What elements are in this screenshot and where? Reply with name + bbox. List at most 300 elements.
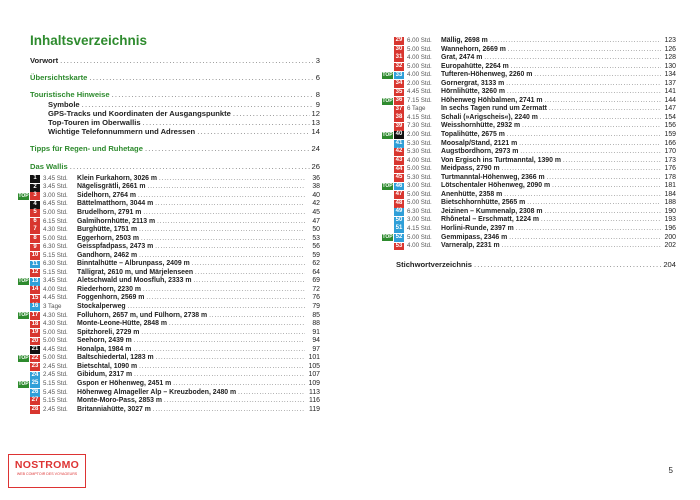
route-name: Galmihornhütte, 2113 m: [77, 217, 156, 225]
leader-dots: [139, 363, 305, 372]
route-duration: 4.00 Std.: [43, 285, 68, 293]
route-page: 123: [664, 37, 676, 44]
route-page: 128: [664, 54, 676, 62]
route-number: 24: [31, 371, 39, 378]
route-entry[interactable]: [18, 183, 320, 192]
route-entry[interactable]: [18, 354, 320, 363]
route-number: 31: [395, 54, 403, 61]
route-number: 9: [30, 244, 40, 252]
route-entry[interactable]: [382, 148, 676, 157]
route-entry[interactable]: [18, 371, 320, 380]
route-page: 76: [312, 294, 320, 302]
toc-section[interactable]: [30, 127, 320, 136]
top-badge: [18, 389, 29, 396]
route-duration: 5.00 Std.: [407, 165, 432, 173]
leader-dots: [195, 269, 305, 278]
route-entry[interactable]: [18, 209, 320, 218]
leader-dots: [143, 286, 305, 295]
route-duration: 6.00 Std.: [407, 37, 432, 44]
toc-section[interactable]: [30, 109, 320, 118]
route-duration: 5.00 Std.: [407, 62, 432, 70]
section-label: Top-Touren im Oberwallis: [48, 118, 141, 128]
route-duration: 5.30 Std.: [407, 139, 432, 147]
top-badge: [18, 295, 29, 302]
leader-dots: [146, 294, 305, 303]
leader-dots: [70, 162, 310, 171]
route-name: Foggenhorn, 2569 m: [77, 294, 145, 302]
toc-section[interactable]: [30, 144, 320, 153]
route-entry[interactable]: [18, 337, 320, 346]
route-duration: 5.15 Std.: [43, 268, 68, 276]
route-page: 126: [664, 45, 676, 53]
route-duration: 4.15 Std.: [407, 225, 432, 233]
section-page: 3: [315, 56, 320, 65]
route-entry[interactable]: [382, 71, 676, 80]
route-duration: 5.30 Std.: [407, 148, 432, 156]
toc-section[interactable]: [30, 90, 320, 99]
route-list-right: [382, 37, 676, 251]
route-duration: 3.45 Std.: [43, 174, 68, 182]
route-name: Aletschwald und Moosfluh, 2333 m: [77, 277, 192, 285]
leader-dots: [139, 226, 305, 235]
route-name: Varneralp, 2231 m: [441, 242, 500, 250]
leader-dots: [139, 252, 305, 261]
leader-dots: [157, 218, 305, 227]
route-page: 45: [312, 209, 320, 217]
route-entry[interactable]: [382, 174, 676, 183]
top-badge: [18, 347, 29, 354]
section-page: 13: [311, 118, 320, 128]
route-number: 19: [31, 329, 39, 336]
top-badge: [382, 38, 393, 45]
section-page: 9: [315, 99, 320, 109]
route-entry[interactable]: [382, 242, 676, 251]
route-page: 137: [664, 79, 676, 87]
route-page: 147: [664, 105, 676, 113]
route-name: In sechs Tagen rund um Zermatt: [441, 105, 547, 113]
top-badge: [18, 287, 29, 294]
route-name: Binntalhütte – Albrunpass, 2409 m: [77, 260, 190, 268]
route-number: 49: [395, 208, 403, 215]
route-duration: 4.45 Std.: [407, 88, 432, 96]
route-number: 1: [30, 175, 40, 183]
route-number: 51: [395, 225, 403, 232]
route-entry[interactable]: [18, 389, 320, 398]
route-name: Gspon er Höhenweg, 2451 m: [77, 379, 172, 387]
leader-dots: [164, 397, 305, 406]
leader-dots: [192, 260, 305, 269]
route-entry[interactable]: [382, 140, 676, 149]
route-page: 53: [312, 234, 320, 242]
top-badge: TOP: [382, 131, 393, 138]
route-duration: 4.00 Std.: [407, 242, 432, 250]
top-badge: [18, 364, 29, 371]
route-page: 134: [664, 71, 676, 79]
route-duration: 2.45 Std.: [43, 371, 68, 379]
route-page: 190: [664, 207, 676, 215]
route-entry[interactable]: [18, 406, 320, 415]
leader-dots: [148, 183, 305, 192]
route-name: Turtmanntal-Höhenweg, 2366 m: [441, 173, 545, 181]
index-label: Stichwortverzeichnis: [396, 259, 472, 269]
route-duration: 3.00 Std.: [43, 191, 68, 199]
toc-section[interactable]: [30, 118, 320, 127]
route-number: 44: [395, 165, 403, 172]
route-page: 200: [664, 233, 676, 241]
route-number: 36: [395, 97, 403, 104]
route-duration: 5.00 Std.: [407, 199, 432, 207]
route-page: 144: [664, 96, 676, 104]
route-name: Sidelhorn, 2764 m: [77, 191, 136, 199]
route-page: 69: [312, 277, 320, 285]
top-badge: [18, 227, 29, 234]
route-number: 25: [31, 380, 39, 387]
route-entry[interactable]: [18, 218, 320, 227]
top-badge: [382, 149, 393, 156]
route-entry[interactable]: [382, 63, 676, 72]
leader-dots: [134, 337, 305, 346]
route-number: 2: [30, 184, 40, 192]
route-number: 21: [31, 346, 39, 353]
top-badge: [18, 244, 29, 251]
route-duration: 5.15 Std.: [43, 379, 68, 387]
route-entry[interactable]: [18, 320, 320, 329]
route-entry[interactable]: [382, 80, 676, 89]
leader-dots: [143, 118, 310, 127]
route-entry[interactable]: [18, 192, 320, 201]
route-duration: 4.15 Std.: [407, 113, 432, 121]
section-page: 26: [311, 161, 320, 171]
page-number: 5: [668, 466, 673, 475]
route-page: 94: [312, 337, 320, 345]
route-duration: 4.30 Std.: [43, 311, 68, 319]
leader-dots: [484, 54, 661, 63]
route-page: 130: [664, 62, 676, 70]
top-badge: TOP: [382, 234, 393, 241]
route-name: Augstbordhorn, 2973 m: [441, 148, 519, 156]
route-number: 46: [395, 182, 403, 189]
leader-dots: [159, 175, 305, 184]
route-page: 36: [312, 174, 320, 182]
leader-dots: [547, 174, 661, 183]
route-entry[interactable]: [382, 199, 676, 208]
route-duration: 4.45 Std.: [43, 294, 68, 302]
route-page: 178: [664, 173, 676, 181]
top-badge: [18, 321, 29, 328]
route-number: 29: [395, 37, 403, 44]
route-duration: 5.00 Std.: [43, 234, 68, 242]
route-entry[interactable]: [382, 182, 676, 191]
route-page: 116: [309, 397, 320, 405]
leader-dots: [155, 200, 305, 209]
route-duration: 2.00 Std.: [407, 79, 432, 87]
route-duration: 5.00 Std.: [407, 233, 432, 241]
route-entry[interactable]: [382, 37, 676, 46]
route-name: Spitzhoreli, 2729 m: [77, 328, 140, 336]
route-entry[interactable]: [382, 225, 676, 234]
leader-dots: [197, 127, 309, 136]
top-badge: [18, 261, 29, 268]
top-badge: [18, 176, 29, 183]
section-page: 12: [311, 108, 320, 118]
route-name: Grat, 2474 m: [441, 54, 483, 62]
leader-dots: [544, 97, 661, 106]
route-number: 43: [395, 157, 403, 164]
route-duration: 7.15 Std.: [407, 96, 432, 104]
route-entry[interactable]: [18, 226, 320, 235]
route-duration: 5.15 Std.: [43, 251, 68, 259]
route-number: 28: [31, 405, 39, 412]
route-name: Anenhütte, 2358 m: [441, 190, 503, 198]
top-badge: [382, 209, 393, 216]
leader-dots: [138, 192, 305, 201]
top-badge: [382, 89, 393, 96]
route-name: Rhônetal – Erschmatt, 1224 m: [441, 216, 540, 224]
route-number: 30: [395, 45, 403, 52]
route-duration: 4.00 Std.: [407, 71, 432, 79]
route-entry[interactable]: [18, 175, 320, 184]
route-number: 17: [31, 311, 39, 318]
leader-dots: [507, 88, 661, 97]
leader-dots: [153, 406, 305, 415]
route-entry[interactable]: [18, 397, 320, 406]
route-entry[interactable]: [382, 105, 676, 114]
leader-dots: [522, 122, 661, 131]
section-label: Vorwort: [30, 56, 59, 65]
route-number: 42: [395, 148, 403, 155]
route-entry[interactable]: [18, 363, 320, 372]
route-entry[interactable]: [18, 380, 320, 389]
route-entry[interactable]: [18, 235, 320, 244]
route-entry[interactable]: [382, 88, 676, 97]
route-entry[interactable]: [18, 200, 320, 209]
route-page: 113: [309, 388, 320, 396]
route-entry[interactable]: [18, 286, 320, 295]
leader-dots: [238, 389, 305, 398]
route-name: Nägelisgrätli, 2661 m: [77, 183, 146, 191]
route-number: 10: [31, 252, 39, 259]
route-duration: 5.00 Std.: [43, 354, 68, 362]
top-badge: [382, 200, 393, 207]
route-page: 107: [308, 371, 320, 379]
route-number: 35: [395, 88, 403, 95]
route-duration: 5.00 Std.: [43, 328, 68, 336]
route-entry[interactable]: [18, 269, 320, 278]
route-duration: 3 Tage: [43, 303, 62, 311]
route-entry[interactable]: [382, 191, 676, 200]
index-entry[interactable]: [382, 260, 676, 269]
route-number: 27: [31, 397, 39, 404]
top-badge: [18, 253, 29, 260]
index-page: 204: [663, 259, 676, 269]
top-badge: [382, 63, 393, 70]
route-page: 181: [664, 182, 676, 190]
section-page: 14: [311, 127, 320, 137]
top-badge: [382, 46, 393, 53]
toc-section[interactable]: [30, 73, 320, 82]
route-entry[interactable]: [18, 346, 320, 355]
route-duration: 7.30 Std.: [407, 122, 432, 130]
route-entry[interactable]: [382, 97, 676, 106]
top-badge: [18, 270, 29, 277]
leader-dots: [128, 303, 305, 312]
route-duration: 2.45 Std.: [43, 405, 68, 413]
route-entry[interactable]: [18, 303, 320, 312]
route-entry[interactable]: [18, 329, 320, 338]
route-page: 166: [664, 139, 676, 147]
route-name: Moosalp/Stand, 2121 m: [441, 139, 518, 147]
route-entry[interactable]: [382, 165, 676, 174]
route-entry[interactable]: [382, 131, 676, 140]
route-page: 173: [664, 156, 676, 164]
route-page: 85: [312, 311, 320, 319]
route-entry[interactable]: [382, 234, 676, 243]
left-column: [18, 34, 320, 414]
route-number: 3: [30, 192, 40, 200]
route-name: Wannehorn, 2669 m: [441, 45, 506, 53]
section-label: Übersichtskarte: [30, 73, 88, 83]
route-name: Bättelmatthorn, 3044 m: [77, 200, 154, 208]
route-name: Von Ergisch ins Turtmanntal, 1390 m: [441, 156, 561, 164]
route-number: 48: [395, 199, 403, 206]
route-entry[interactable]: [18, 277, 320, 286]
route-number: 33: [395, 71, 403, 78]
leader-dots: [507, 131, 661, 140]
route-entry[interactable]: [382, 216, 676, 225]
route-entry[interactable]: [382, 208, 676, 217]
leader-dots: [502, 242, 661, 251]
route-name: Burghütte, 1751 m: [77, 226, 138, 234]
route-entry[interactable]: [18, 252, 320, 261]
route-name: Gandhorn, 2462 m: [77, 251, 138, 259]
leader-dots: [143, 209, 305, 218]
leader-dots: [540, 114, 661, 123]
section-page: 8: [315, 90, 320, 100]
top-badge: [382, 115, 393, 122]
top-badge: [382, 192, 393, 199]
toc-section[interactable]: [30, 100, 320, 109]
route-page: 38: [312, 183, 320, 191]
top-badge: [382, 217, 393, 224]
leader-dots: [504, 191, 661, 200]
route-number: 5: [30, 209, 40, 217]
top-badge: [18, 338, 29, 345]
route-page: 79: [312, 303, 320, 311]
leader-dots: [527, 199, 661, 208]
route-name: Topalihütte, 2675 m: [441, 131, 505, 139]
route-page: 56: [312, 243, 320, 251]
route-page: 105: [308, 362, 320, 370]
section-label: GPS-Tracks und Koordinaten der Ausgangspunkte: [48, 108, 231, 118]
leader-dots: [552, 182, 661, 191]
route-name: Höhenweg Almageller Alp – Kreuzboden, 2480 m: [77, 388, 237, 396]
top-badge: [18, 218, 29, 225]
section-label: Symbole: [48, 99, 80, 109]
route-page: 159: [664, 131, 676, 139]
top-badge: TOP: [18, 278, 29, 285]
route-name: Schali (»Arigscheis«), 2240 m: [441, 113, 538, 121]
leader-dots: [209, 312, 305, 321]
page-title: Inhaltsverzeichnis: [30, 33, 148, 48]
leader-dots: [156, 354, 305, 363]
route-duration: 2.45 Std.: [43, 362, 68, 370]
route-name: Lötschentaler Höhenweg, 2090 m: [441, 182, 551, 190]
toc-section[interactable]: [30, 56, 320, 65]
route-page: 97: [312, 345, 320, 353]
route-entry[interactable]: [18, 294, 320, 303]
route-page: 72: [312, 285, 320, 293]
route-number: 47: [395, 191, 403, 198]
route-number: 6: [30, 218, 40, 226]
section-page: 24: [311, 144, 320, 154]
route-entry[interactable]: [382, 46, 676, 55]
route-number: 34: [395, 80, 403, 87]
route-name: Meidpass, 2790 m: [441, 165, 500, 173]
route-number: 38: [395, 114, 403, 121]
route-duration: 4.45 Std.: [43, 345, 68, 353]
leader-dots: [520, 148, 661, 157]
top-badge: [18, 304, 29, 311]
route-entry[interactable]: [18, 312, 320, 321]
leader-dots: [563, 157, 661, 166]
route-number: 12: [31, 269, 39, 276]
route-duration: 6.30 Std.: [407, 207, 432, 215]
route-page: 188: [664, 199, 676, 207]
route-name: Europahütte, 2264 m: [441, 62, 509, 70]
route-page: 156: [664, 122, 676, 130]
top-badge: [382, 106, 393, 113]
route-duration: 6.15 Std.: [43, 217, 68, 225]
route-number: 37: [395, 105, 403, 112]
route-entry[interactable]: [382, 157, 676, 166]
toc-section[interactable]: [30, 162, 320, 171]
route-entry[interactable]: [18, 260, 320, 269]
route-page: 59: [312, 251, 320, 259]
leader-dots: [502, 165, 661, 174]
route-name: Britanniahütte, 3027 m: [77, 405, 151, 413]
route-number: 14: [31, 286, 39, 293]
leader-dots: [233, 109, 310, 118]
route-entry[interactable]: [382, 54, 676, 63]
top-badge: [382, 123, 393, 130]
route-number: 23: [31, 363, 39, 370]
route-number: 18: [31, 320, 39, 327]
route-entry[interactable]: [18, 243, 320, 252]
route-number: 45: [395, 174, 403, 181]
leader-dots: [506, 80, 661, 89]
route-name: Mällig, 2698 m: [441, 37, 488, 44]
leader-dots: [134, 371, 305, 380]
route-duration: 5.00 Std.: [407, 45, 432, 53]
top-badge: [382, 81, 393, 88]
route-entry[interactable]: [382, 114, 676, 123]
route-duration: 3.45 Std.: [43, 183, 68, 191]
route-page: 91: [312, 328, 320, 336]
top-badge: [18, 235, 29, 242]
route-number: 8: [30, 235, 40, 243]
route-name: Weisshornhütte, 2932 m: [441, 122, 521, 130]
route-entry[interactable]: [382, 122, 676, 131]
route-name: Gornergrat, 3133 m: [441, 79, 505, 87]
top-badge: TOP: [382, 71, 393, 78]
leader-dots: [89, 73, 313, 82]
leader-dots: [155, 243, 305, 252]
route-number: 13: [31, 277, 39, 284]
route-page: 88: [312, 320, 320, 328]
route-name: Hörnlihütte, 3260 m: [441, 88, 505, 96]
route-number: 53: [395, 242, 403, 249]
section-page: 6: [315, 73, 320, 83]
